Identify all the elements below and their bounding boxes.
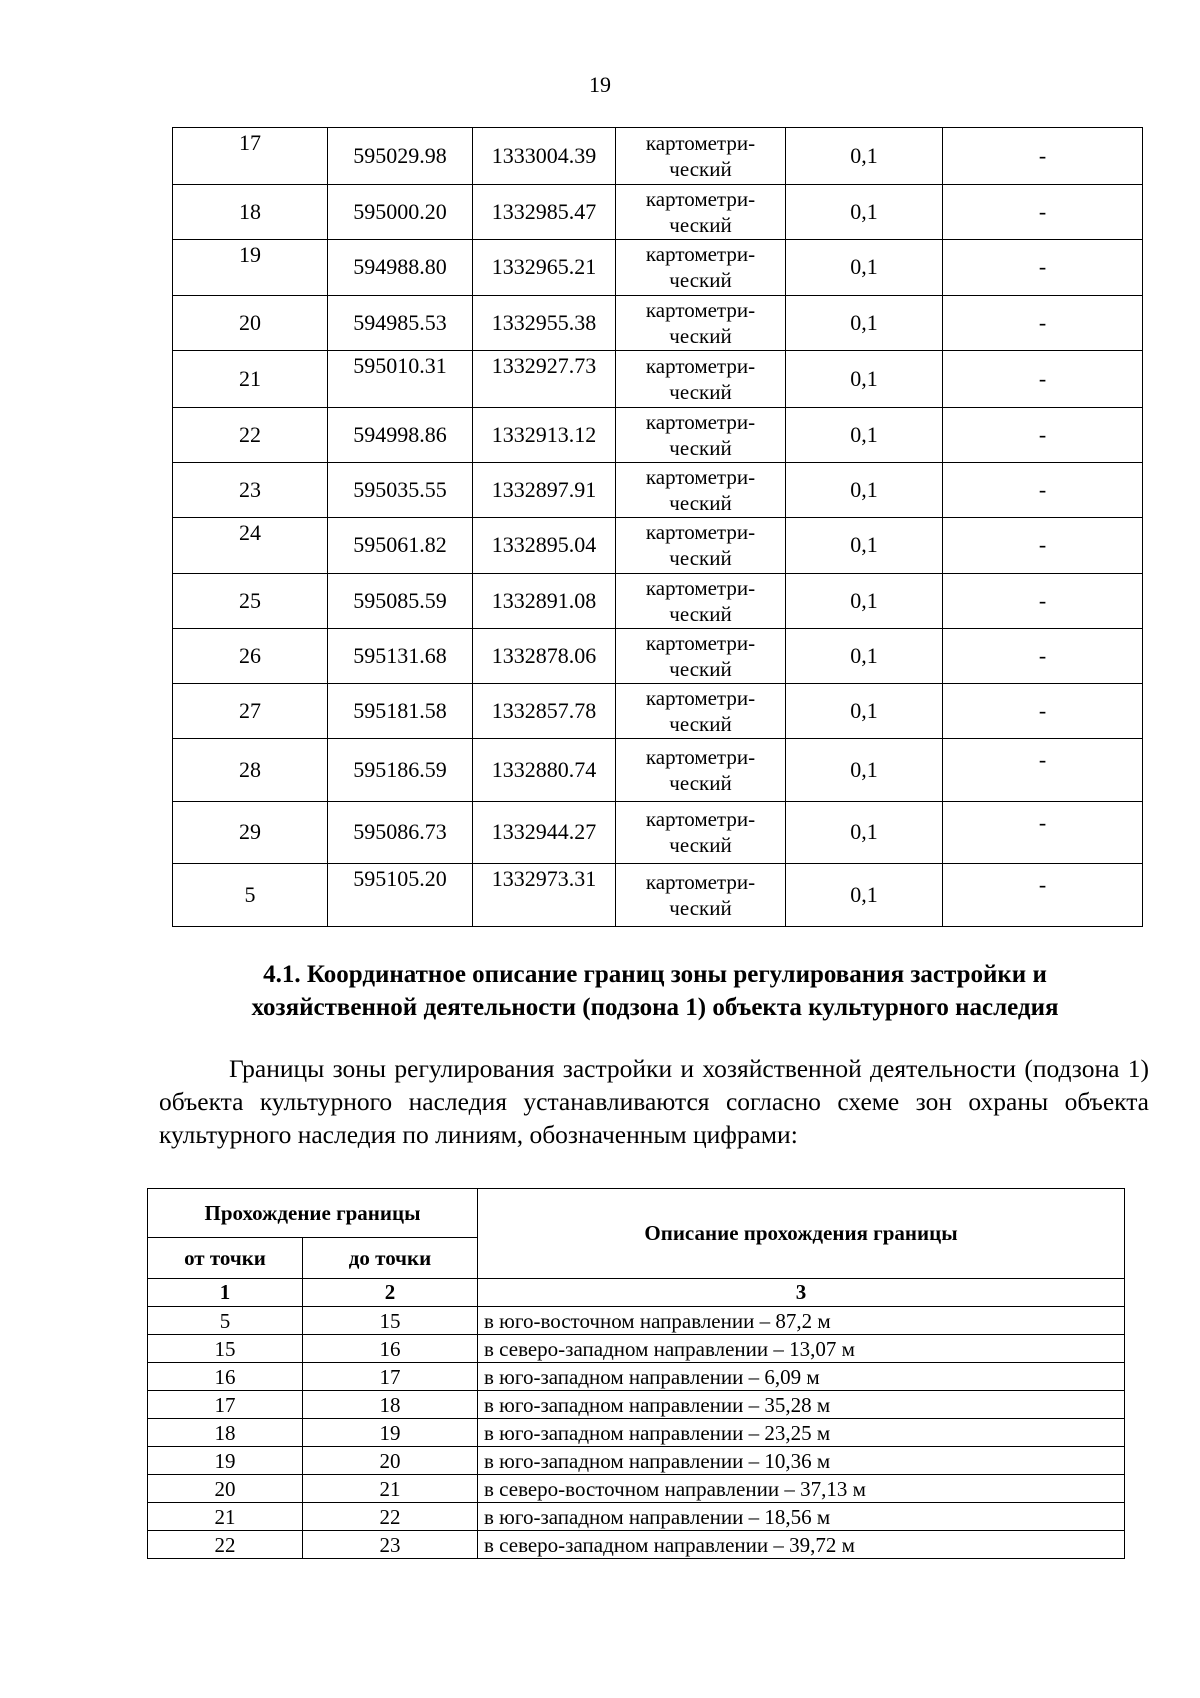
header-boundary-group: Прохождение границы [148, 1189, 478, 1238]
from-point: 20 [148, 1475, 303, 1503]
point-number: 24 [173, 517, 328, 574]
coord-y: 1332880.74 [473, 738, 616, 801]
method-line-2: ческий [669, 156, 732, 181]
header-to-point: до точки [303, 1238, 478, 1279]
method-cell [616, 351, 786, 408]
coord-x: 594988.80 [328, 239, 473, 296]
to-point: 15 [303, 1307, 478, 1335]
accuracy: 0,1 [786, 629, 943, 684]
to-point: 21 [303, 1475, 478, 1503]
method-line-1: картометри- [645, 298, 756, 323]
coord-y: 1332927.73 [473, 351, 616, 408]
accuracy: 0,1 [786, 462, 943, 517]
coord-y: 1332973.31 [473, 864, 616, 927]
boundary-description: в юго-восточном направлении – 87,2 м [478, 1307, 1125, 1335]
header-from-point: от точки [148, 1238, 303, 1279]
from-point: 17 [148, 1391, 303, 1419]
method-line-1: картометри- [645, 242, 756, 267]
coord-x: 594985.53 [328, 296, 473, 351]
from-point: 15 [148, 1335, 303, 1363]
header-description: Описание прохождения границы [478, 1189, 1125, 1279]
coord-x: 595085.59 [328, 574, 473, 629]
method-cell [616, 239, 786, 296]
coord-row [173, 407, 1143, 462]
method-line-1: картометри- [645, 354, 756, 379]
coord-x: 595181.58 [328, 683, 473, 738]
method-line-1: картометри- [645, 130, 756, 155]
boundary-row [148, 1363, 1125, 1391]
boundary-row [148, 1447, 1125, 1475]
boundary-row [148, 1335, 1125, 1363]
from-point: 16 [148, 1363, 303, 1391]
coord-y: 1332965.21 [473, 239, 616, 296]
method-line-2: ческий [669, 711, 732, 736]
from-point: 22 [148, 1531, 303, 1559]
coord-row [173, 738, 1143, 801]
boundary-row [148, 1531, 1125, 1559]
coord-x: 594998.86 [328, 407, 473, 462]
method-line-2: ческий [669, 770, 732, 795]
note: - [943, 629, 1143, 684]
note: - [943, 184, 1143, 239]
to-point: 20 [303, 1447, 478, 1475]
point-number: 18 [173, 184, 328, 239]
method-line-1: картометри- [645, 744, 756, 769]
from-point: 21 [148, 1503, 303, 1531]
note: - [943, 296, 1143, 351]
point-number: 29 [173, 801, 328, 864]
to-point: 16 [303, 1335, 478, 1363]
coord-y: 1332857.78 [473, 683, 616, 738]
coord-x: 595010.31 [328, 351, 473, 408]
method-line-2: ческий [669, 602, 732, 627]
point-number: 22 [173, 407, 328, 462]
from-point: 19 [148, 1447, 303, 1475]
column-number-1: 1 [148, 1279, 303, 1307]
coord-x: 595029.98 [328, 128, 473, 185]
method-line-2: ческий [669, 546, 732, 571]
coord-y: 1332944.27 [473, 801, 616, 864]
point-number: 17 [173, 128, 328, 185]
note: - [943, 239, 1143, 296]
note: - [943, 128, 1143, 185]
coord-row [173, 239, 1143, 296]
coord-x: 595035.55 [328, 462, 473, 517]
method-line-1: картометри- [645, 807, 756, 832]
method-cell [616, 574, 786, 629]
column-number-2: 2 [303, 1279, 478, 1307]
method-cell [616, 629, 786, 684]
method-cell [616, 462, 786, 517]
coord-y: 1332895.04 [473, 517, 616, 574]
method-line-1: картометри- [645, 631, 756, 656]
note: - [943, 738, 1143, 801]
boundary-description: в северо-восточном направлении – 37,13 м [478, 1475, 1125, 1503]
boundary-description: в северо-западном направлении – 39,72 м [478, 1531, 1125, 1559]
boundary-description: в юго-западном направлении – 23,25 м [478, 1419, 1125, 1447]
method-line-1: картометри- [645, 186, 756, 211]
to-point: 17 [303, 1363, 478, 1391]
boundary-row [148, 1307, 1125, 1335]
coord-x: 595186.59 [328, 738, 473, 801]
from-point: 5 [148, 1307, 303, 1335]
method-cell [616, 407, 786, 462]
method-cell [616, 683, 786, 738]
to-point: 18 [303, 1391, 478, 1419]
coord-y: 1332955.38 [473, 296, 616, 351]
point-number: 26 [173, 629, 328, 684]
point-number: 28 [173, 738, 328, 801]
coord-y: 1333004.39 [473, 128, 616, 185]
method-cell [616, 184, 786, 239]
coord-row [173, 128, 1143, 185]
method-line-2: ческий [669, 833, 732, 858]
accuracy: 0,1 [786, 407, 943, 462]
accuracy: 0,1 [786, 239, 943, 296]
note: - [943, 683, 1143, 738]
method-cell [616, 296, 786, 351]
method-line-1: картометри- [645, 520, 756, 545]
point-number: 21 [173, 351, 328, 408]
coord-y: 1332891.08 [473, 574, 616, 629]
to-point: 23 [303, 1531, 478, 1559]
section-heading [160, 958, 1150, 1024]
method-line-1: картометри- [645, 870, 756, 895]
method-cell [616, 864, 786, 927]
boundary-row [148, 1475, 1125, 1503]
point-number: 19 [173, 239, 328, 296]
coord-x: 595105.20 [328, 864, 473, 927]
to-point: 22 [303, 1503, 478, 1531]
coord-row [173, 683, 1143, 738]
point-number: 23 [173, 462, 328, 517]
boundary-description: в юго-западном направлении – 35,28 м [478, 1391, 1125, 1419]
boundary-description: в юго-западном направлении – 10,36 м [478, 1447, 1125, 1475]
coord-y: 1332878.06 [473, 629, 616, 684]
accuracy: 0,1 [786, 738, 943, 801]
method-line-2: ческий [669, 657, 732, 682]
point-number: 20 [173, 296, 328, 351]
column-number-3: 3 [478, 1279, 1125, 1307]
method-line-2: ческий [669, 490, 732, 515]
method-cell [616, 801, 786, 864]
note: - [943, 462, 1143, 517]
boundary-description: в юго-западном направлении – 6,09 м [478, 1363, 1125, 1391]
coord-x: 595131.68 [328, 629, 473, 684]
note: - [943, 801, 1143, 864]
accuracy: 0,1 [786, 801, 943, 864]
method-line-1: картометри- [645, 464, 756, 489]
coord-row [173, 296, 1143, 351]
method-cell [616, 738, 786, 801]
method-line-2: ческий [669, 268, 732, 293]
page-number: 19 [589, 72, 611, 97]
method-line-2: ческий [669, 380, 732, 405]
note: - [943, 864, 1143, 927]
coord-x: 595086.73 [328, 801, 473, 864]
coord-row [173, 517, 1143, 574]
method-line-1: картометри- [645, 409, 756, 434]
accuracy: 0,1 [786, 128, 943, 185]
method-line-2: ческий [669, 435, 732, 460]
method-line-1: картометри- [645, 576, 756, 601]
accuracy: 0,1 [786, 683, 943, 738]
coord-y: 1332897.91 [473, 462, 616, 517]
coord-x: 595061.82 [328, 517, 473, 574]
method-cell [616, 517, 786, 574]
accuracy: 0,1 [786, 351, 943, 408]
accuracy: 0,1 [786, 517, 943, 574]
note: - [943, 517, 1143, 574]
intro-paragraph: Границы зоны регулирования застройки и хозяйственной деятельности (подзона 1) объекта культурного наследия устанавливаются согласно схеме зон охраны объекта культурного наследия по линиям, обозначенным цифрами: [159, 1054, 1149, 1149]
method-line-1: картометри- [645, 685, 756, 710]
point-number: 5 [173, 864, 328, 927]
note: - [943, 407, 1143, 462]
note: - [943, 351, 1143, 408]
accuracy: 0,1 [786, 296, 943, 351]
coordinates-table [172, 127, 1143, 927]
coord-row [173, 864, 1143, 927]
point-number: 27 [173, 683, 328, 738]
coord-row [173, 462, 1143, 517]
boundary-table [147, 1188, 1125, 1559]
accuracy: 0,1 [786, 184, 943, 239]
coord-row [173, 184, 1143, 239]
boundary-row [148, 1419, 1125, 1447]
coord-row [173, 629, 1143, 684]
coord-row [173, 574, 1143, 629]
boundary-row [148, 1391, 1125, 1419]
point-number: 25 [173, 574, 328, 629]
boundary-row [148, 1503, 1125, 1531]
note: - [943, 574, 1143, 629]
section-heading-line-2: хозяйственной деятельности (подзона 1) объекта культурного наследия [251, 994, 1059, 1021]
coord-x: 595000.20 [328, 184, 473, 239]
coord-y: 1332985.47 [473, 184, 616, 239]
method-cell [616, 128, 786, 185]
coord-row [173, 801, 1143, 864]
section-heading-line-1: 4.1. Координатное описание границ зоны регулирования застройки и [263, 961, 1047, 988]
method-line-2: ческий [669, 324, 732, 349]
boundary-description: в юго-западном направлении – 18,56 м [478, 1503, 1125, 1531]
from-point: 18 [148, 1419, 303, 1447]
to-point: 19 [303, 1419, 478, 1447]
method-line-2: ческий [669, 896, 732, 921]
accuracy: 0,1 [786, 574, 943, 629]
coord-row [173, 351, 1143, 408]
accuracy: 0,1 [786, 864, 943, 927]
coord-y: 1332913.12 [473, 407, 616, 462]
boundary-description: в северо-западном направлении – 13,07 м [478, 1335, 1125, 1363]
method-line-2: ческий [669, 212, 732, 237]
